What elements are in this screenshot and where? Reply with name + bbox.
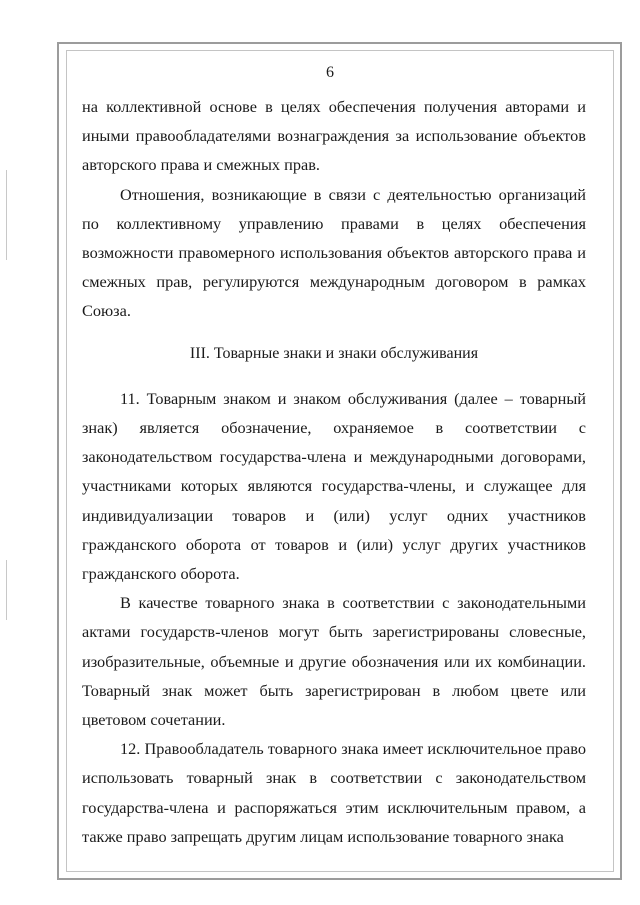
paragraph: 12. Правообладатель товарного знака имеет исключительное право использовать товарный знак в соответствии с законодательством государства-члена и распоряжаться этим исключительным правом, а также право запрещать другим лицам использование товарного знака xyxy=(82,739,586,846)
page-number: 6 xyxy=(326,64,334,81)
paragraph: В качестве товарного знака в соответствии с законодательными актами государств-членов могут быть зарегистрированы словесные, изобразительные, объемные и другие обозначения или их комбинации. Товарный знак может быть зарегистрирован в любом цвете или цветовом сочетании. xyxy=(82,593,586,730)
scan-artifact-line xyxy=(6,560,7,620)
paragraph: Отношения, возникающие в связи с деятельностью организаций по коллективному управлению правами в целях обеспечения возможности правомерного использования объектов авторского права и смежных прав, регулируются международным договором в рамках Союза. xyxy=(82,184,586,321)
scan-artifact-line xyxy=(6,170,7,260)
section-heading: III. Товарные знаки и знаки обслуживания xyxy=(189,344,479,362)
paragraph: на коллективной основе в целях обеспечения получения авторами и иными правообладателями вознаграждения за использование объектов авторского права и смежных прав. xyxy=(82,97,586,175)
paragraph: 11. Товарным знаком и знаком обслуживания (далее – товарный знак) является обозначение, охраняемое в соответствии с законодательством государства-члена и международными договорами, участниками которых являются государства-члены, и служащее для индивидуализации товаров и (или) услуг одних участников гражданского оборота от товаров и (или) услуг других участников гражданского оборота. xyxy=(82,388,586,584)
document-body xyxy=(82,92,586,851)
